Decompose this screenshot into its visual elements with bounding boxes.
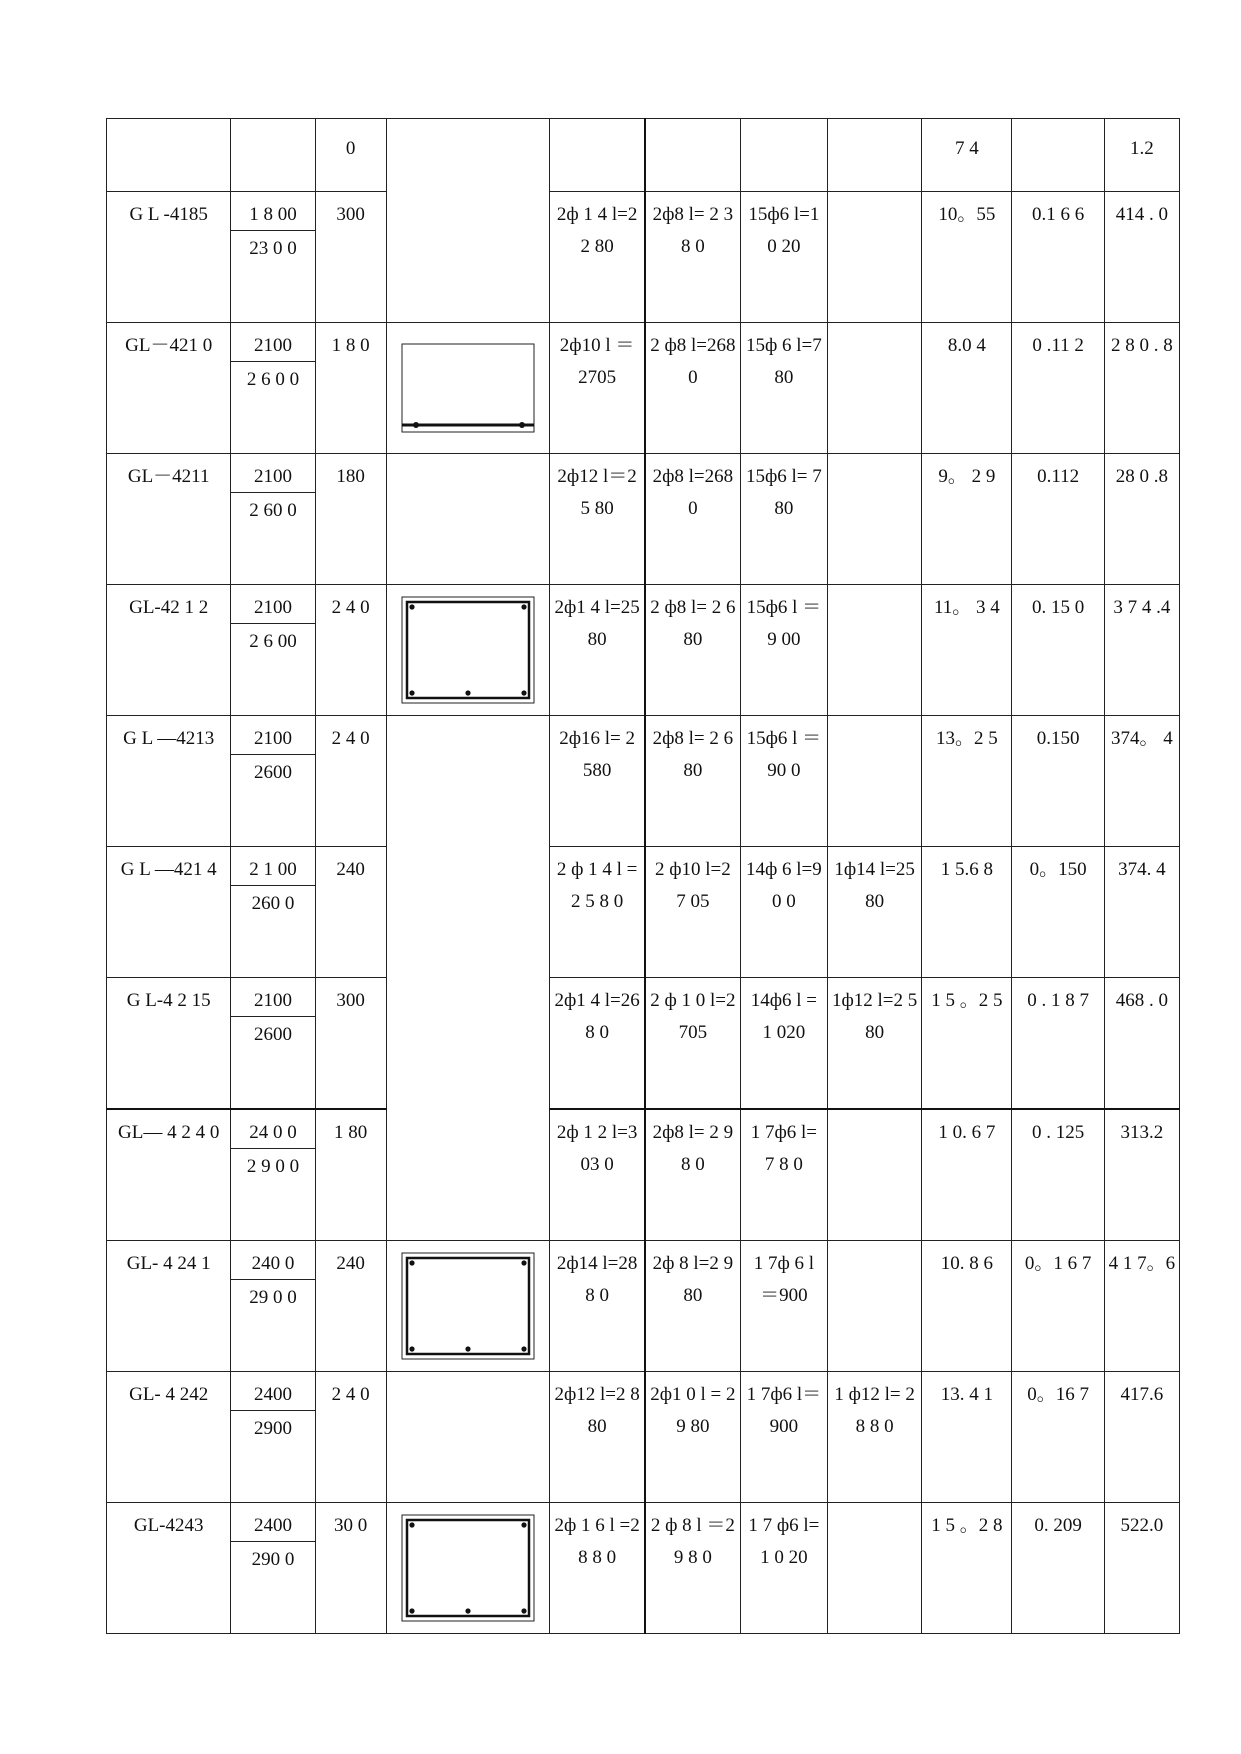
rebar-dot (521, 604, 526, 609)
rebar-dot (409, 1608, 414, 1613)
length-cell (231, 1372, 315, 1503)
beam-length-value: 2900 (253, 1418, 292, 1439)
steel-weight-cell: 13。2 5 (922, 716, 1012, 847)
lintel-id-cell: GL-42 1 2 (107, 585, 231, 716)
steel-weight-cell: 11。 3 4 (922, 585, 1012, 716)
stirrup-cell (740, 119, 827, 192)
extra-rebar-cell: 1ф14 l=2580 (827, 847, 921, 978)
main-rebar-cell: 2ф 1 6 l =2 8 8 0 (550, 1503, 645, 1634)
erection-rebar-cell: 2ф8 l= 2 3 8 0 (645, 192, 740, 323)
lintel-id-cell: GL- 4 24 1 (107, 1241, 231, 1372)
clear-span-value: 24 0 0 (231, 1118, 314, 1149)
erection-rebar-cell (645, 119, 740, 192)
table-row (107, 847, 1180, 978)
height-cell: 0 (315, 119, 386, 192)
height-cell: 30 0 (315, 1503, 386, 1634)
load-value-cell: 414 . 0 (1104, 192, 1179, 323)
section-outline (402, 1253, 534, 1359)
rebar-dot (465, 690, 470, 695)
lintel-id-cell: GL-4243 (107, 1503, 231, 1634)
rebar-dot (409, 1346, 414, 1351)
stirrup-outline (407, 1520, 529, 1616)
stirrup-outline (407, 1258, 529, 1354)
load-value-cell: 468 . 0 (1104, 978, 1179, 1110)
erection-rebar-cell: 2ф1 0 l = 2 9 80 (645, 1372, 740, 1503)
load-value-cell: 313.2 (1104, 1109, 1179, 1241)
section-drawing-cell (386, 847, 549, 978)
section-drawing-cell (386, 1109, 549, 1241)
height-cell: 2 4 0 (315, 716, 386, 847)
stirrup-cell: 15ф6 l ＝90 0 (740, 716, 827, 847)
clear-span-value: 2100 (231, 593, 314, 624)
erection-rebar-cell: 2ф8 l=2680 (645, 454, 740, 585)
table-row (107, 323, 1180, 454)
table-row (107, 119, 1180, 192)
lintel-id-cell: G L-4 2 15 (107, 978, 231, 1110)
length-cell (231, 978, 315, 1110)
extra-rebar-cell (827, 716, 921, 847)
lintel-id-cell: G L —4213 (107, 716, 231, 847)
steel-weight-cell: 1 0. 6 7 (922, 1109, 1012, 1241)
section-drawing-cell (386, 323, 549, 454)
beam-section-diagram (400, 595, 536, 705)
steel-weight-cell: 8.0 4 (922, 323, 1012, 454)
beam-length-value: 23 0 0 (249, 238, 297, 259)
beam-length-value: 29 0 0 (249, 1287, 297, 1308)
clear-span-value: 2100 (231, 462, 314, 493)
stirrup-cell: 15ф6 l= 7 80 (740, 454, 827, 585)
main-rebar-cell: 2ф1 4 l=268 0 (550, 978, 645, 1110)
lintel-id-cell: G L -4185 (107, 192, 231, 323)
beam-length-value: 2 6 0 0 (246, 369, 300, 390)
beam-section-diagram (400, 1513, 536, 1623)
height-cell: 1 80 (315, 1109, 386, 1241)
load-value-cell: 2 8 0 . 8 (1104, 323, 1179, 454)
erection-rebar-cell: 2ф8 l= 2 680 (645, 716, 740, 847)
erection-rebar-cell: 2 ф8 l= 2 680 (645, 585, 740, 716)
length-cell (231, 119, 315, 192)
section-drawing-cell (386, 978, 549, 1110)
beam-section-diagram (400, 1251, 536, 1361)
erection-rebar-cell: 2 ф 8 l ＝2 9 8 0 (645, 1503, 740, 1634)
lintel-id-cell: GL－4211 (107, 454, 231, 585)
main-rebar-cell: 2ф12 l=2 8 80 (550, 1372, 645, 1503)
beam-length-value: 260 0 (251, 893, 295, 914)
steel-weight-cell: 1 5 。2 5 (922, 978, 1012, 1110)
table-row (107, 1109, 1180, 1241)
rebar-dot (465, 1608, 470, 1613)
clear-span-value: 2100 (231, 724, 314, 755)
concrete-volume-cell: 0.150 (1012, 716, 1104, 847)
erection-rebar-cell: 2 ф8 l=268 0 (645, 323, 740, 454)
stirrup-cell: 14ф 6 l=9 0 0 (740, 847, 827, 978)
main-rebar-cell: 2 ф 1 4 l = 2 5 8 0 (550, 847, 645, 978)
concrete-volume-cell (1012, 119, 1104, 192)
steel-weight-cell: 1 5.6 8 (922, 847, 1012, 978)
lintel-spec-table (106, 118, 1180, 1634)
concrete-volume-cell: 0 . 125 (1012, 1109, 1104, 1241)
extra-rebar-cell: 1ф12 l=2 5 80 (827, 978, 921, 1110)
section-drawing-cell (386, 454, 549, 585)
length-cell (231, 192, 315, 323)
length-cell (231, 1109, 315, 1241)
rebar-dot (521, 1346, 526, 1351)
rebar-dot (409, 690, 414, 695)
lintel-id-cell: GL- 4 242 (107, 1372, 231, 1503)
height-cell: 2 4 0 (315, 1372, 386, 1503)
length-cell (231, 1241, 315, 1372)
clear-span-value: 2100 (231, 331, 314, 362)
table-row (107, 1372, 1180, 1503)
rebar-dot (521, 1608, 526, 1613)
beam-length-value: 2600 (253, 762, 292, 783)
clear-span-value: 2400 (231, 1511, 314, 1542)
length-cell (231, 323, 315, 454)
length-cell (231, 1503, 315, 1634)
table-row (107, 454, 1180, 585)
extra-rebar-cell (827, 119, 921, 192)
rebar-dot (409, 604, 414, 609)
section-drawing-cell (386, 585, 549, 716)
section-drawing-cell (386, 716, 549, 847)
stirrup-cell: 1 7ф6 l＝900 (740, 1372, 827, 1503)
stirrup-cell: 14ф6 l = 1 020 (740, 978, 827, 1110)
concrete-volume-cell: 0.1 6 6 (1012, 192, 1104, 323)
extra-rebar-cell (827, 323, 921, 454)
section-drawing-cell (386, 1372, 549, 1503)
beam-length-value: 2600 (253, 1024, 292, 1045)
steel-weight-cell: 10. 8 6 (922, 1241, 1012, 1372)
rebar-dot (521, 690, 526, 695)
concrete-volume-cell: 0.112 (1012, 454, 1104, 585)
erection-rebar-cell: 2 ф10 l=2 7 05 (645, 847, 740, 978)
height-cell: 240 (315, 1241, 386, 1372)
steel-weight-cell: 7 4 (922, 119, 1012, 192)
load-value-cell: 374。 4 (1104, 716, 1179, 847)
steel-weight-cell: 9。 2 9 (922, 454, 1012, 585)
load-value-cell: 417.6 (1104, 1372, 1179, 1503)
extra-rebar-cell (827, 1109, 921, 1241)
load-value-cell: 3 7 4 .4 (1104, 585, 1179, 716)
main-rebar-cell: 2ф1 4 l=2580 (550, 585, 645, 716)
main-rebar-cell: 2ф 1 2 l=303 0 (550, 1109, 645, 1241)
main-rebar-cell: 2ф12 l＝2 5 80 (550, 454, 645, 585)
table-row (107, 192, 1180, 323)
load-value-cell: 1.2 (1104, 119, 1179, 192)
rebar-dot (413, 422, 419, 428)
rebar-dot (409, 1260, 414, 1265)
height-cell: 180 (315, 454, 386, 585)
concrete-volume-cell: 0。16 7 (1012, 1372, 1104, 1503)
height-cell: 300 (315, 192, 386, 323)
table-row (107, 1503, 1180, 1634)
concrete-volume-cell: 0。1 6 7 (1012, 1241, 1104, 1372)
section-outline (402, 597, 534, 703)
extra-rebar-cell (827, 1503, 921, 1634)
section-drawing-cell (386, 1241, 549, 1372)
section-drawing-cell (386, 1503, 549, 1634)
clear-span-value: 2 1 00 (231, 855, 314, 886)
concrete-volume-cell: 0。150 (1012, 847, 1104, 978)
beam-length-value (231, 141, 314, 143)
rebar-dot (465, 1346, 470, 1351)
table-row (107, 1241, 1180, 1372)
erection-rebar-cell: 2ф 8 l=2 9 80 (645, 1241, 740, 1372)
main-rebar-cell: 2ф16 l= 2 580 (550, 716, 645, 847)
steel-weight-cell: 1 5 。2 8 (922, 1503, 1012, 1634)
beam-length-value: 2 60 0 (249, 500, 297, 521)
stirrup-cell: 1 7 ф6 l=1 0 20 (740, 1503, 827, 1634)
beam-length-value: 2 9 0 0 (246, 1156, 300, 1177)
stirrup-cell: 15ф6 l=1 0 20 (740, 192, 827, 323)
stirrup-cell: 15ф 6 l=780 (740, 323, 827, 454)
length-cell (231, 585, 315, 716)
beam-length-value: 2 6 00 (249, 631, 297, 652)
clear-span-value: 240 0 (231, 1249, 314, 1280)
section-drawing-cell (386, 192, 549, 323)
load-value-cell: 374. 4 (1104, 847, 1179, 978)
clear-span-value: 2400 (231, 1380, 314, 1411)
extra-rebar-cell (827, 192, 921, 323)
length-cell (231, 847, 315, 978)
length-cell (231, 716, 315, 847)
lintel-id-cell (107, 119, 231, 192)
stirrup-cell: 15ф6 l ＝ 9 00 (740, 585, 827, 716)
beam-length-value: 290 0 (251, 1549, 295, 1570)
main-rebar-cell: 2ф10 l ＝ 2705 (550, 323, 645, 454)
erection-rebar-cell: 2ф8 l= 2 98 0 (645, 1109, 740, 1241)
lintel-id-cell: GL－421 0 (107, 323, 231, 454)
stirrup-outline (407, 602, 529, 698)
concrete-volume-cell: 0. 209 (1012, 1503, 1104, 1634)
section-outline (402, 1515, 534, 1621)
section-drawing-cell (386, 119, 549, 192)
height-cell: 300 (315, 978, 386, 1110)
erection-rebar-cell: 2 ф 1 0 l=2705 (645, 978, 740, 1110)
lintel-id-cell: GL— 4 2 4 0 (107, 1109, 231, 1241)
section-outline (402, 344, 534, 432)
concrete-volume-cell: 0 .11 2 (1012, 323, 1104, 454)
load-value-cell: 4 1 7。6 (1104, 1241, 1179, 1372)
load-value-cell: 522.0 (1104, 1503, 1179, 1634)
table-row (107, 716, 1180, 847)
table-row (107, 978, 1180, 1110)
main-rebar-cell: 2ф 1 4 l=2 2 80 (550, 192, 645, 323)
clear-span-value: 1 8 00 (231, 200, 314, 231)
table-row (107, 585, 1180, 716)
stirrup-cell: 1 7ф 6 l ＝900 (740, 1241, 827, 1372)
lintel-id-cell: G L —421 4 (107, 847, 231, 978)
main-rebar-cell: 2ф14 l=28 8 0 (550, 1241, 645, 1372)
extra-rebar-cell (827, 454, 921, 585)
clear-span-value: 2100 (231, 986, 314, 1017)
main-rebar-cell (550, 119, 645, 192)
steel-weight-cell: 13. 4 1 (922, 1372, 1012, 1503)
concrete-volume-cell: 0. 15 0 (1012, 585, 1104, 716)
rebar-dot (521, 1260, 526, 1265)
height-cell: 240 (315, 847, 386, 978)
height-cell: 2 4 0 (315, 585, 386, 716)
load-value-cell: 28 0 .8 (1104, 454, 1179, 585)
concrete-volume-cell: 0 . 1 8 7 (1012, 978, 1104, 1110)
height-cell: 1 8 0 (315, 323, 386, 454)
extra-rebar-cell (827, 1241, 921, 1372)
rebar-dot (521, 1522, 526, 1527)
rebar-dot (519, 422, 525, 428)
extra-rebar-cell: 1 ф12 l= 2 8 8 0 (827, 1372, 921, 1503)
rebar-dot (409, 1522, 414, 1527)
stirrup-cell: 1 7ф6 l= 7 8 0 (740, 1109, 827, 1241)
extra-rebar-cell (827, 585, 921, 716)
length-cell (231, 454, 315, 585)
beam-section-diagram (400, 342, 536, 434)
steel-weight-cell: 10。55 (922, 192, 1012, 323)
